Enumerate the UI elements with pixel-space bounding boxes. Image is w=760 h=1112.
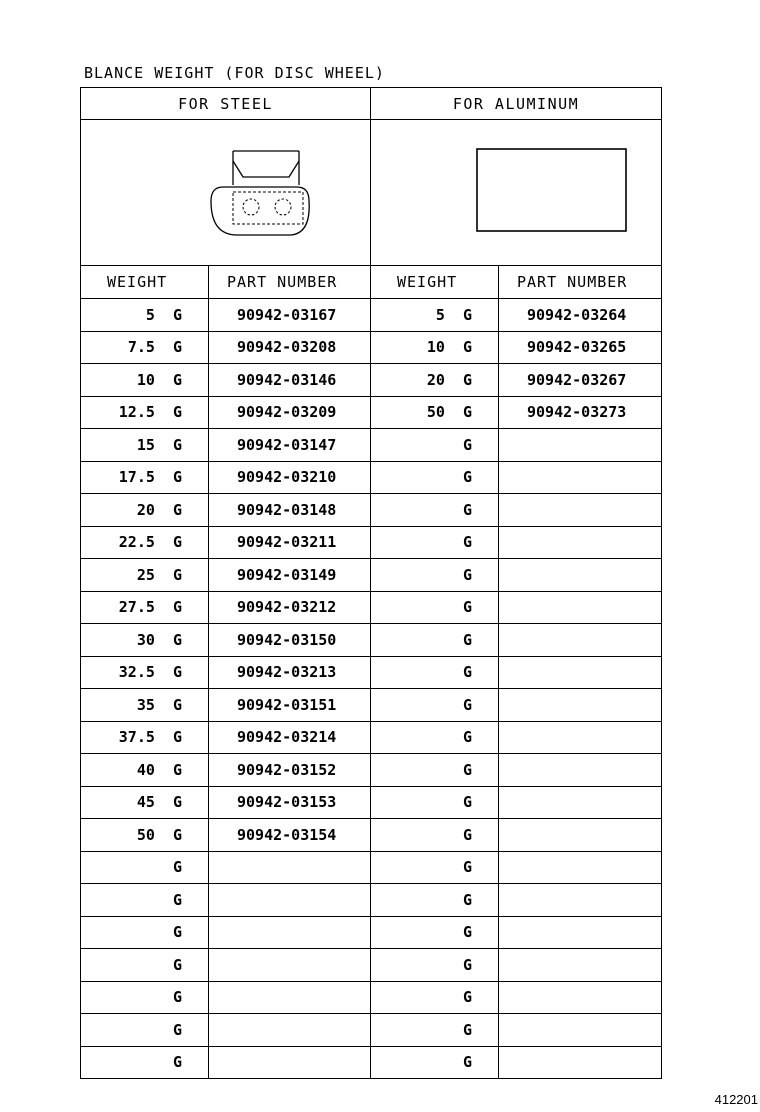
- table-row: [81, 299, 662, 332]
- aluminum-part-number-cell: [499, 559, 662, 592]
- aluminum-weight-cell: G: [371, 819, 499, 852]
- steel-part-number-cell: 90942-03213: [209, 656, 371, 689]
- aluminum-part-number-cell: [499, 526, 662, 559]
- aluminum-part-number-cell: 90942-03267: [499, 364, 662, 397]
- aluminum-weight-cell: 5 G: [371, 299, 499, 332]
- table-row: [81, 1046, 662, 1079]
- table-row: [81, 884, 662, 917]
- table-row: [81, 1014, 662, 1047]
- steel-weight-header: WEIGHT: [81, 266, 209, 299]
- table-row: [81, 461, 662, 494]
- table-row: [81, 494, 662, 527]
- table-row: [81, 819, 662, 852]
- steel-weight-cell: 40 G: [81, 754, 209, 787]
- illustration-row: [81, 120, 662, 266]
- steel-weight-cell: 25 G: [81, 559, 209, 592]
- aluminum-part-number-header: PART NUMBER: [499, 266, 662, 299]
- aluminum-weight-cell: G: [371, 429, 499, 462]
- steel-part-number-cell: [209, 851, 371, 884]
- aluminum-part-number-cell: [499, 916, 662, 949]
- steel-weight-cell: G: [81, 1014, 209, 1047]
- aluminum-weight-cell: G: [371, 461, 499, 494]
- aluminum-part-number-cell: [499, 656, 662, 689]
- aluminum-part-number-cell: [499, 461, 662, 494]
- steel-weight-cell: G: [81, 949, 209, 982]
- table-row: [81, 949, 662, 982]
- table-body: [81, 88, 662, 1079]
- steel-part-number-cell: [209, 884, 371, 917]
- aluminum-weight-cell: G: [371, 689, 499, 722]
- aluminum-part-number-cell: [499, 624, 662, 657]
- aluminum-weight-cell: G: [371, 559, 499, 592]
- section-header-row: [81, 88, 662, 120]
- table-row: [81, 981, 662, 1014]
- steel-part-number-cell: 90942-03167: [209, 299, 371, 332]
- steel-part-number-cell: 90942-03210: [209, 461, 371, 494]
- section-aluminum-header: FOR ALUMINUM: [371, 88, 662, 120]
- aluminum-part-number-cell: [499, 786, 662, 819]
- table-row: [81, 721, 662, 754]
- aluminum-weight-cell: G: [371, 981, 499, 1014]
- steel-weight-cell: G: [81, 981, 209, 1014]
- column-header-row: [81, 266, 662, 299]
- steel-weight-cell: 50 G: [81, 819, 209, 852]
- aluminum-part-number-cell: [499, 721, 662, 754]
- aluminum-part-number-cell: 90942-03273: [499, 396, 662, 429]
- balance-weight-table: [80, 87, 662, 1079]
- section-steel-header: FOR STEEL: [81, 88, 371, 120]
- steel-part-number-cell: 90942-03212: [209, 591, 371, 624]
- aluminum-part-number-cell: [499, 884, 662, 917]
- aluminum-part-number-cell: [499, 494, 662, 527]
- steel-weight-cell: 12.5 G: [81, 396, 209, 429]
- steel-weight-cell: G: [81, 851, 209, 884]
- aluminum-weight-cell: G: [371, 494, 499, 527]
- table-row: [81, 591, 662, 624]
- steel-part-number-cell: 90942-03146: [209, 364, 371, 397]
- adhesive-balance-weight-icon: [476, 148, 628, 234]
- aluminum-part-number-cell: [499, 981, 662, 1014]
- aluminum-weight-cell: G: [371, 624, 499, 657]
- aluminum-part-number-cell: [499, 754, 662, 787]
- table-row: [81, 624, 662, 657]
- steel-weight-cell: 22.5 G: [81, 526, 209, 559]
- aluminum-illustration-cell: [371, 120, 662, 266]
- aluminum-weight-cell: G: [371, 786, 499, 819]
- steel-part-number-cell: 90942-03148: [209, 494, 371, 527]
- clip-on-balance-weight-icon: [207, 145, 317, 237]
- steel-weight-cell: 45 G: [81, 786, 209, 819]
- table-row: [81, 656, 662, 689]
- steel-part-number-cell: 90942-03153: [209, 786, 371, 819]
- steel-weight-cell: 32.5 G: [81, 656, 209, 689]
- aluminum-weight-cell: G: [371, 721, 499, 754]
- table-row: [81, 559, 662, 592]
- steel-part-number-cell: 90942-03154: [209, 819, 371, 852]
- table-row: [81, 364, 662, 397]
- steel-illustration-cell: [81, 120, 371, 266]
- table-row: [81, 851, 662, 884]
- aluminum-part-number-cell: 90942-03264: [499, 299, 662, 332]
- steel-weight-cell: 30 G: [81, 624, 209, 657]
- steel-weight-cell: G: [81, 916, 209, 949]
- table-row: [81, 689, 662, 722]
- steel-weight-cell: 27.5 G: [81, 591, 209, 624]
- steel-weight-cell: 20 G: [81, 494, 209, 527]
- aluminum-weight-cell: G: [371, 949, 499, 982]
- aluminum-weight-cell: G: [371, 526, 499, 559]
- steel-part-number-cell: 90942-03149: [209, 559, 371, 592]
- steel-part-number-header: PART NUMBER: [209, 266, 371, 299]
- steel-part-number-cell: 90942-03208: [209, 331, 371, 364]
- steel-part-number-cell: 90942-03211: [209, 526, 371, 559]
- table-row: [81, 526, 662, 559]
- steel-part-number-cell: 90942-03150: [209, 624, 371, 657]
- aluminum-weight-cell: G: [371, 884, 499, 917]
- aluminum-weight-cell: 20 G: [371, 364, 499, 397]
- aluminum-part-number-cell: [499, 819, 662, 852]
- table-row: [81, 786, 662, 819]
- steel-weight-cell: G: [81, 884, 209, 917]
- steel-weight-cell: 15 G: [81, 429, 209, 462]
- steel-weight-cell: 5 G: [81, 299, 209, 332]
- aluminum-weight-cell: G: [371, 656, 499, 689]
- steel-weight-cell: 7.5 G: [81, 331, 209, 364]
- steel-part-number-cell: [209, 949, 371, 982]
- table-row: [81, 396, 662, 429]
- aluminum-part-number-cell: 90942-03265: [499, 331, 662, 364]
- aluminum-weight-header: WEIGHT: [371, 266, 499, 299]
- aluminum-part-number-cell: [499, 1014, 662, 1047]
- steel-weight-cell: 17.5 G: [81, 461, 209, 494]
- steel-part-number-cell: [209, 981, 371, 1014]
- table-row: [81, 331, 662, 364]
- steel-weight-cell: 10 G: [81, 364, 209, 397]
- table-row: [81, 916, 662, 949]
- aluminum-weight-cell: 10 G: [371, 331, 499, 364]
- page-title: BLANCE WEIGHT (FOR DISC WHEEL): [84, 64, 385, 82]
- steel-weight-cell: G: [81, 1046, 209, 1079]
- steel-weight-cell: 35 G: [81, 689, 209, 722]
- figure-code: 412201: [714, 1092, 758, 1107]
- steel-weight-cell: 37.5 G: [81, 721, 209, 754]
- steel-part-number-cell: [209, 1014, 371, 1047]
- aluminum-weight-cell: G: [371, 754, 499, 787]
- table-row: [81, 754, 662, 787]
- steel-part-number-cell: 90942-03152: [209, 754, 371, 787]
- aluminum-weight-cell: G: [371, 1046, 499, 1079]
- aluminum-part-number-cell: [499, 689, 662, 722]
- aluminum-weight-cell: G: [371, 1014, 499, 1047]
- steel-part-number-cell: 90942-03209: [209, 396, 371, 429]
- aluminum-part-number-cell: [499, 591, 662, 624]
- aluminum-weight-cell: G: [371, 916, 499, 949]
- steel-part-number-cell: 90942-03214: [209, 721, 371, 754]
- aluminum-part-number-cell: [499, 1046, 662, 1079]
- aluminum-weight-cell: 50 G: [371, 396, 499, 429]
- aluminum-part-number-cell: [499, 949, 662, 982]
- aluminum-part-number-cell: [499, 851, 662, 884]
- aluminum-weight-cell: G: [371, 851, 499, 884]
- aluminum-part-number-cell: [499, 429, 662, 462]
- table-row: [81, 429, 662, 462]
- steel-part-number-cell: 90942-03147: [209, 429, 371, 462]
- steel-part-number-cell: [209, 916, 371, 949]
- steel-part-number-cell: [209, 1046, 371, 1079]
- steel-part-number-cell: 90942-03151: [209, 689, 371, 722]
- aluminum-weight-cell: G: [371, 591, 499, 624]
